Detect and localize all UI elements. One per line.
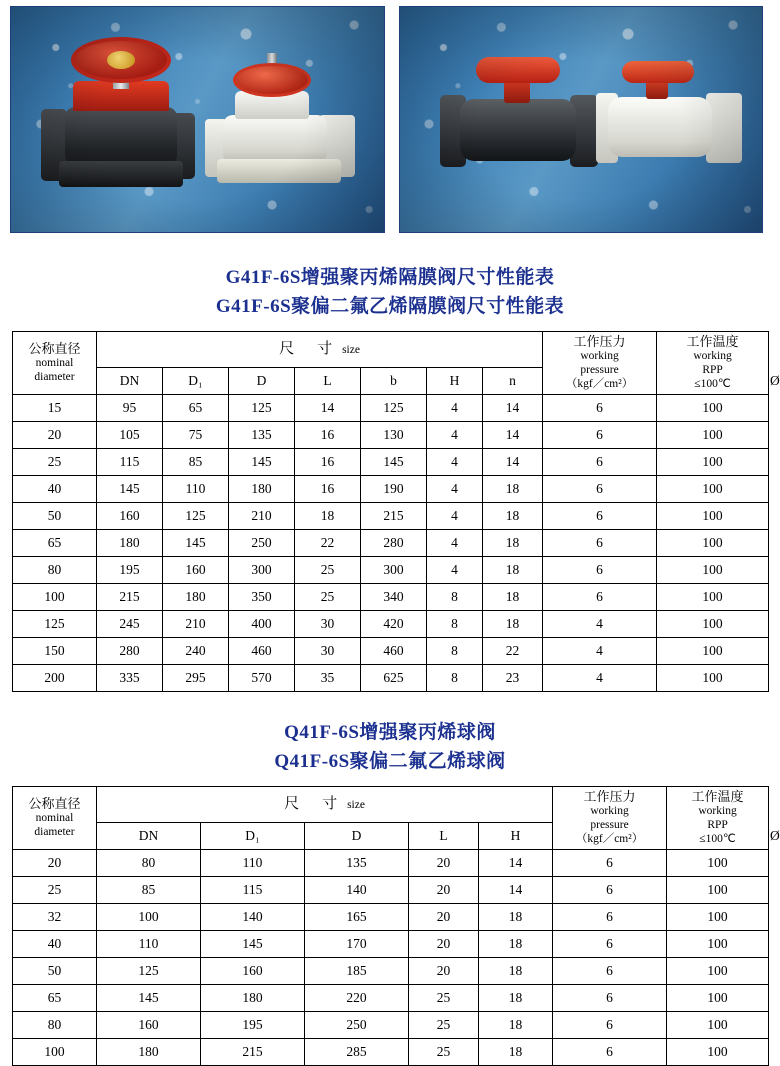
cell: 145 bbox=[229, 449, 295, 476]
cell: 6 bbox=[553, 850, 667, 877]
cell: 100 bbox=[657, 638, 769, 665]
table-row bbox=[13, 638, 769, 665]
cell: 20 bbox=[13, 850, 97, 877]
cell: 100 bbox=[667, 1039, 769, 1066]
cell: 4 bbox=[427, 557, 483, 584]
cell: 215 bbox=[201, 1039, 305, 1066]
cell: 14 bbox=[479, 877, 553, 904]
cell: 30 bbox=[295, 611, 361, 638]
cell: 100 bbox=[657, 665, 769, 692]
cell: 240 bbox=[163, 638, 229, 665]
table-row bbox=[13, 422, 769, 449]
cell: 6 bbox=[553, 877, 667, 904]
table-row bbox=[13, 904, 769, 931]
cell: 100 bbox=[13, 1039, 97, 1066]
cell: 4 bbox=[543, 638, 657, 665]
cell: 145 bbox=[201, 931, 305, 958]
header-temp-en1: working bbox=[693, 350, 732, 362]
header-nominal-diameter bbox=[13, 787, 97, 850]
header-pressure-cn: 工作压力 bbox=[583, 789, 636, 804]
cell: 145 bbox=[97, 985, 201, 1012]
cell: 125 bbox=[163, 503, 229, 530]
column-dn: DN bbox=[97, 368, 163, 395]
cell: 195 bbox=[97, 557, 163, 584]
table-row bbox=[13, 449, 769, 476]
cell: 115 bbox=[201, 877, 305, 904]
header-temp-cn: 工作温度 bbox=[691, 789, 744, 804]
cell: 4 bbox=[543, 665, 657, 692]
cell: 200 bbox=[13, 665, 97, 692]
cell: 210 bbox=[163, 611, 229, 638]
cell: 110 bbox=[97, 931, 201, 958]
cell: 6 bbox=[543, 584, 657, 611]
cell: 14 bbox=[295, 395, 361, 422]
cell: 100 bbox=[657, 530, 769, 557]
cell: 18 bbox=[479, 985, 553, 1012]
header-nominal-cn: 公称直径 bbox=[28, 796, 81, 811]
column-h: H bbox=[427, 368, 483, 395]
cell: 195 bbox=[201, 1012, 305, 1039]
cell: 4 bbox=[427, 422, 483, 449]
cell: 100 bbox=[657, 611, 769, 638]
cell: 80 bbox=[13, 557, 97, 584]
header-temp-cn: 工作温度 bbox=[686, 334, 739, 349]
table-row bbox=[13, 958, 769, 985]
header-size bbox=[97, 332, 543, 368]
cell: 8 bbox=[427, 638, 483, 665]
cell: 18 bbox=[479, 931, 553, 958]
table-header-row bbox=[13, 787, 769, 823]
header-working-pressure bbox=[543, 332, 657, 395]
cell: 215 bbox=[97, 584, 163, 611]
cell: 180 bbox=[97, 1039, 201, 1066]
cell: 100 bbox=[97, 904, 201, 931]
cell: 18 bbox=[483, 611, 543, 638]
cell: 140 bbox=[201, 904, 305, 931]
cell: 8 bbox=[427, 611, 483, 638]
header-size-cn: 尺 寸 bbox=[284, 796, 342, 812]
cell: 18 bbox=[483, 557, 543, 584]
table-row bbox=[13, 476, 769, 503]
cell: 6 bbox=[553, 904, 667, 931]
table-row bbox=[13, 1039, 769, 1066]
cell: 16 bbox=[295, 422, 361, 449]
cell: 35 bbox=[295, 665, 361, 692]
cell: 25 bbox=[409, 985, 479, 1012]
cell: 65 bbox=[163, 395, 229, 422]
column-h: H bbox=[479, 823, 553, 850]
table-row bbox=[13, 931, 769, 958]
cell: 400 bbox=[229, 611, 295, 638]
cell: 20 bbox=[409, 850, 479, 877]
column-d1: D₁ bbox=[201, 823, 305, 850]
cell: 6 bbox=[543, 422, 657, 449]
cell: 245 bbox=[97, 611, 163, 638]
cell: 6 bbox=[553, 931, 667, 958]
cell: 6 bbox=[543, 557, 657, 584]
table-subheader-row: DN D₁ D L H Ø bbox=[13, 823, 769, 850]
cell: 18 bbox=[479, 904, 553, 931]
cell: 22 bbox=[295, 530, 361, 557]
table-row bbox=[13, 877, 769, 904]
photo-vignette bbox=[11, 7, 384, 232]
cell: 100 bbox=[657, 503, 769, 530]
cell: 8 bbox=[427, 665, 483, 692]
cell: 6 bbox=[553, 985, 667, 1012]
cell: 8 bbox=[427, 584, 483, 611]
header-temp-limit: ≤100℃ bbox=[694, 378, 731, 390]
cell: 100 bbox=[667, 904, 769, 931]
header-pressure-en1: working bbox=[590, 805, 629, 817]
cell: 85 bbox=[97, 877, 201, 904]
cell: 6 bbox=[553, 958, 667, 985]
cell: 100 bbox=[667, 1012, 769, 1039]
cell: 25 bbox=[409, 1012, 479, 1039]
cell: 25 bbox=[13, 877, 97, 904]
cell: 75 bbox=[163, 422, 229, 449]
cell: 100 bbox=[667, 850, 769, 877]
cell: 280 bbox=[97, 638, 163, 665]
cell: 420 bbox=[361, 611, 427, 638]
cell: 18 bbox=[483, 584, 543, 611]
cell: 130 bbox=[361, 422, 427, 449]
table-row bbox=[13, 850, 769, 877]
cell: 145 bbox=[97, 476, 163, 503]
cell: 115 bbox=[97, 449, 163, 476]
cell: 145 bbox=[361, 449, 427, 476]
cell: 135 bbox=[305, 850, 409, 877]
cell: 165 bbox=[305, 904, 409, 931]
cell: 160 bbox=[201, 958, 305, 985]
cell: 100 bbox=[667, 877, 769, 904]
cell: 80 bbox=[97, 850, 201, 877]
cell: 16 bbox=[295, 449, 361, 476]
cell: 110 bbox=[163, 476, 229, 503]
header-nominal-en2: diameter bbox=[34, 371, 75, 383]
cell: 295 bbox=[163, 665, 229, 692]
header-nominal-en2: diameter bbox=[34, 826, 75, 838]
cell: 100 bbox=[667, 931, 769, 958]
cell: 160 bbox=[163, 557, 229, 584]
cell: 625 bbox=[361, 665, 427, 692]
cell: 18 bbox=[479, 1039, 553, 1066]
header-size-en: size bbox=[342, 344, 360, 356]
cell: 280 bbox=[361, 530, 427, 557]
header-nominal-cn: 公称直径 bbox=[28, 341, 81, 356]
cell: 4 bbox=[427, 395, 483, 422]
cell: 95 bbox=[97, 395, 163, 422]
photo-vignette bbox=[400, 7, 762, 232]
column-n: n bbox=[483, 368, 543, 395]
section2-title-line2: Q41F-6S聚偏二氟乙烯球阀 bbox=[274, 751, 506, 772]
column-l: L bbox=[409, 823, 479, 850]
cell: 50 bbox=[13, 503, 97, 530]
cell: 6 bbox=[543, 449, 657, 476]
cell: 14 bbox=[483, 449, 543, 476]
cell: 23 bbox=[483, 665, 543, 692]
cell: 300 bbox=[229, 557, 295, 584]
header-temp-en2: RPP bbox=[702, 364, 723, 376]
header-pressure-en2: pressure bbox=[590, 819, 629, 831]
cell: 135 bbox=[229, 422, 295, 449]
header-working-pressure bbox=[553, 787, 667, 850]
cell: 180 bbox=[97, 530, 163, 557]
cell: 50 bbox=[13, 958, 97, 985]
cell: 6 bbox=[543, 530, 657, 557]
cell: 16 bbox=[295, 476, 361, 503]
table-row bbox=[13, 985, 769, 1012]
cell: 4 bbox=[427, 530, 483, 557]
cell: 18 bbox=[295, 503, 361, 530]
header-working-temperature bbox=[657, 332, 769, 395]
header-size bbox=[97, 787, 553, 823]
section2-title-line1: Q41F-6S增强聚丙烯球阀 bbox=[284, 722, 496, 743]
table-subheader-row: DN D₁ D L b H n Ø bbox=[13, 368, 769, 395]
cell: 125 bbox=[229, 395, 295, 422]
column-l: L bbox=[295, 368, 361, 395]
cell: 100 bbox=[667, 985, 769, 1012]
diaphragm-valves-photo bbox=[10, 6, 385, 233]
photo-row bbox=[0, 0, 780, 233]
cell: 20 bbox=[409, 904, 479, 931]
cell: 100 bbox=[657, 422, 769, 449]
cell: 4 bbox=[543, 611, 657, 638]
cell: 30 bbox=[295, 638, 361, 665]
cell: 340 bbox=[361, 584, 427, 611]
header-nominal-en1: nominal bbox=[35, 812, 74, 824]
header-pressure-cn: 工作压力 bbox=[573, 334, 626, 349]
cell: 110 bbox=[201, 850, 305, 877]
cell: 6 bbox=[553, 1012, 667, 1039]
cell: 105 bbox=[97, 422, 163, 449]
table-row bbox=[13, 503, 769, 530]
cell: 300 bbox=[361, 557, 427, 584]
cell: 160 bbox=[97, 503, 163, 530]
cell: 20 bbox=[409, 877, 479, 904]
cell: 18 bbox=[479, 958, 553, 985]
section2-title bbox=[0, 718, 780, 776]
table-row bbox=[13, 584, 769, 611]
cell: 570 bbox=[229, 665, 295, 692]
cell: 18 bbox=[483, 503, 543, 530]
cell: 14 bbox=[483, 395, 543, 422]
ball-valve-spec-table bbox=[12, 786, 780, 1066]
cell: 18 bbox=[479, 1012, 553, 1039]
cell: 25 bbox=[409, 1039, 479, 1066]
cell: 100 bbox=[657, 476, 769, 503]
cell: 4 bbox=[427, 476, 483, 503]
cell: 25 bbox=[13, 449, 97, 476]
cell: 220 bbox=[305, 985, 409, 1012]
cell: 350 bbox=[229, 584, 295, 611]
header-size-en: size bbox=[347, 799, 365, 811]
table-row bbox=[13, 1012, 769, 1039]
cell: 22 bbox=[483, 638, 543, 665]
cell: 18 bbox=[483, 476, 543, 503]
cell: 185 bbox=[305, 958, 409, 985]
cell: 160 bbox=[97, 1012, 201, 1039]
cell: 210 bbox=[229, 503, 295, 530]
cell: 6 bbox=[553, 1039, 667, 1066]
section1-title-line2: G41F-6S聚偏二氟乙烯隔膜阀尺寸性能表 bbox=[215, 296, 565, 317]
cell: 15 bbox=[13, 395, 97, 422]
cell: 250 bbox=[229, 530, 295, 557]
cell: 20 bbox=[409, 958, 479, 985]
cell: 140 bbox=[305, 877, 409, 904]
cell: 335 bbox=[97, 665, 163, 692]
diaphragm-valve-spec-table bbox=[12, 331, 780, 692]
cell: 100 bbox=[657, 449, 769, 476]
cell: 80 bbox=[13, 1012, 97, 1039]
section1-title bbox=[0, 263, 780, 321]
section1-table-wrap bbox=[0, 331, 780, 692]
cell: 180 bbox=[229, 476, 295, 503]
table-header-row bbox=[13, 332, 769, 368]
cell: 100 bbox=[13, 584, 97, 611]
cell: 125 bbox=[13, 611, 97, 638]
cell: 100 bbox=[667, 958, 769, 985]
cell: 32 bbox=[13, 904, 97, 931]
cell: 14 bbox=[479, 850, 553, 877]
cell: 65 bbox=[13, 985, 97, 1012]
cell: 14 bbox=[483, 422, 543, 449]
cell: 180 bbox=[163, 584, 229, 611]
table-row bbox=[13, 530, 769, 557]
cell: 20 bbox=[409, 931, 479, 958]
cell: 100 bbox=[657, 557, 769, 584]
cell: 40 bbox=[13, 931, 97, 958]
header-nominal-diameter bbox=[13, 332, 97, 395]
section2-table-wrap bbox=[0, 786, 780, 1066]
cell: 180 bbox=[201, 985, 305, 1012]
header-pressure-unit: （kgf／cm²） bbox=[575, 833, 644, 845]
table-row bbox=[13, 665, 769, 692]
cell: 85 bbox=[163, 449, 229, 476]
cell: 285 bbox=[305, 1039, 409, 1066]
header-nominal-en1: nominal bbox=[35, 357, 74, 369]
header-pressure-en1: working bbox=[580, 350, 619, 362]
cell: 170 bbox=[305, 931, 409, 958]
header-pressure-en2: pressure bbox=[580, 364, 619, 376]
cell: 18 bbox=[483, 530, 543, 557]
cell: 215 bbox=[361, 503, 427, 530]
header-pressure-unit: （kgf／cm²） bbox=[565, 378, 634, 390]
cell: 145 bbox=[163, 530, 229, 557]
cell: 100 bbox=[657, 395, 769, 422]
cell: 190 bbox=[361, 476, 427, 503]
cell: 460 bbox=[229, 638, 295, 665]
table-row bbox=[13, 611, 769, 638]
cell: 6 bbox=[543, 476, 657, 503]
column-d: D bbox=[229, 368, 295, 395]
header-temp-en1: working bbox=[698, 805, 737, 817]
cell: 40 bbox=[13, 476, 97, 503]
cell: 460 bbox=[361, 638, 427, 665]
header-working-temperature bbox=[667, 787, 769, 850]
column-d: D bbox=[305, 823, 409, 850]
column-b: b bbox=[361, 368, 427, 395]
header-size-cn: 尺 寸 bbox=[279, 341, 337, 357]
cell: 4 bbox=[427, 503, 483, 530]
cell: 25 bbox=[295, 557, 361, 584]
column-d1: D₁ bbox=[163, 368, 229, 395]
header-temp-limit: ≤100℃ bbox=[699, 833, 736, 845]
cell: 250 bbox=[305, 1012, 409, 1039]
section1-title-line1: G41F-6S增强聚丙烯隔膜阀尺寸性能表 bbox=[225, 267, 555, 288]
ball-valves-photo bbox=[399, 6, 763, 233]
table-row bbox=[13, 395, 769, 422]
cell: 65 bbox=[13, 530, 97, 557]
cell: 20 bbox=[13, 422, 97, 449]
cell: 150 bbox=[13, 638, 97, 665]
cell: 6 bbox=[543, 503, 657, 530]
cell: 6 bbox=[543, 395, 657, 422]
cell: 125 bbox=[361, 395, 427, 422]
cell: 125 bbox=[97, 958, 201, 985]
column-dn: DN bbox=[97, 823, 201, 850]
cell: 100 bbox=[657, 584, 769, 611]
cell: 25 bbox=[295, 584, 361, 611]
cell: 4 bbox=[427, 449, 483, 476]
table-row bbox=[13, 557, 769, 584]
header-temp-en2: RPP bbox=[707, 819, 728, 831]
